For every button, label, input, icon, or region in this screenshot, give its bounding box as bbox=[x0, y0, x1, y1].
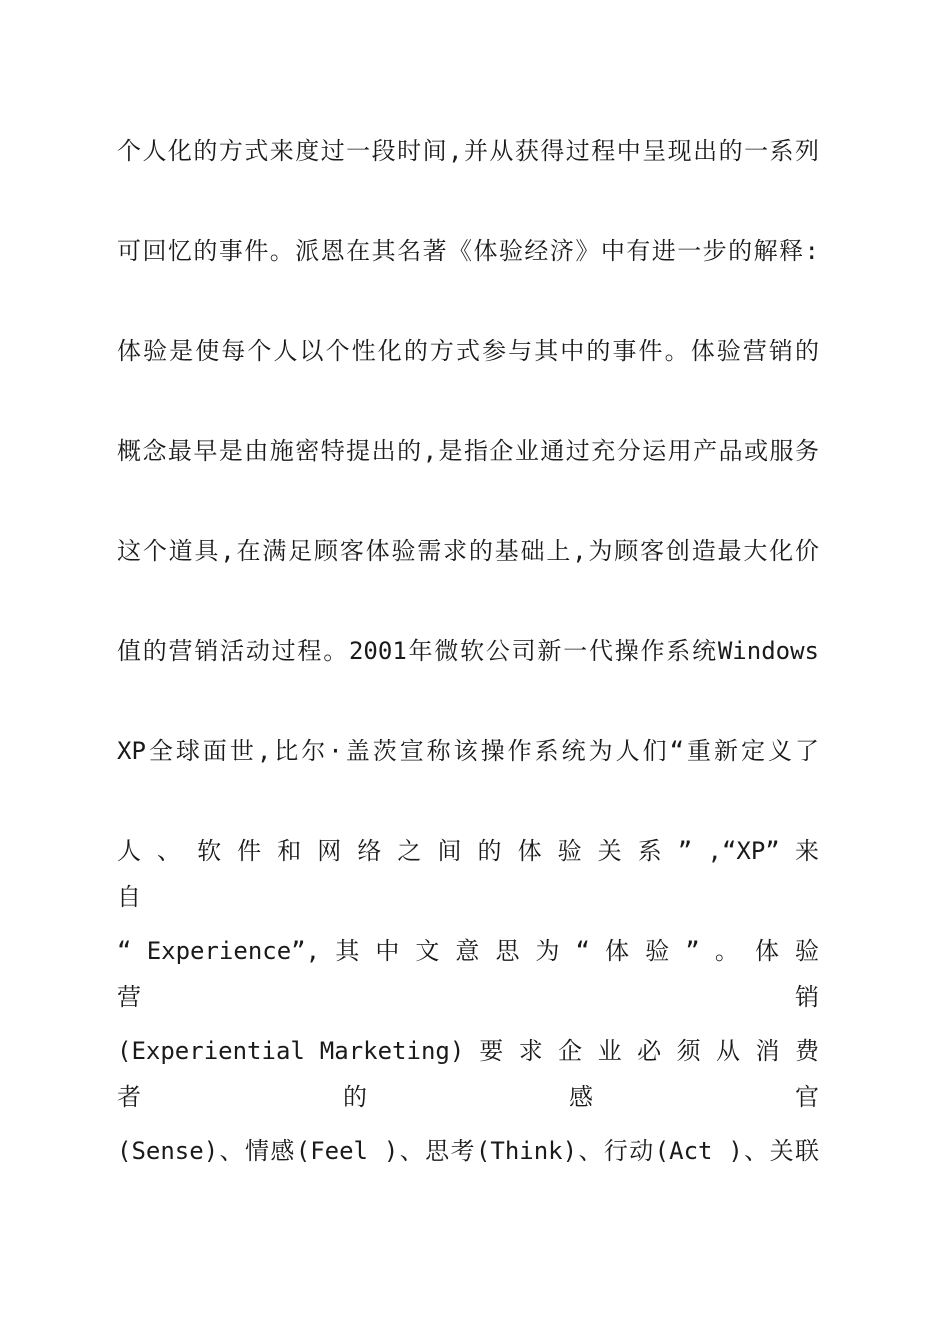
text-line: 概念最早是由施密特提出的,是指企业通过充分运用产品或服务 bbox=[117, 437, 819, 465]
text-line: 可回忆的事件。派恩在其名著《体验经济》中有进一步的解释: bbox=[117, 237, 819, 265]
text-line: 这个道具,在满足顾客体验需求的基础上,为顾客创造最大化价 bbox=[117, 537, 819, 565]
text-line: (Sense)、情感(Feel )、思考(Think)、行动(Act )、关联 bbox=[117, 1137, 819, 1165]
body-text bbox=[117, 128, 819, 1228]
text-line: XP全球面世,比尔·盖茨宣称该操作系统为人们“重新定义了 bbox=[117, 737, 819, 765]
text-line: (Experiential Marketing) 要 求 企 业 必 须 从 消 费 者 的 感 官 bbox=[117, 1037, 819, 1111]
text-line: 个人化的方式来度过一段时间,并从获得过程中呈现出的一系列 bbox=[117, 137, 819, 165]
text-line: 值的营销活动过程。2001年微软公司新一代操作系统Windows bbox=[117, 637, 819, 665]
text-line: 人 、 软 件 和 网 络 之 间 的 体 验 关 系 ” ,“XP” 来 自 bbox=[117, 837, 819, 911]
text-line: “ Experience”, 其 中 文 意 思 为 “ 体 验 ” 。 体 验 营 销 bbox=[117, 937, 819, 1011]
text-line: 体验是使每个人以个性化的方式参与其中的事件。体验营销的 bbox=[117, 337, 819, 365]
